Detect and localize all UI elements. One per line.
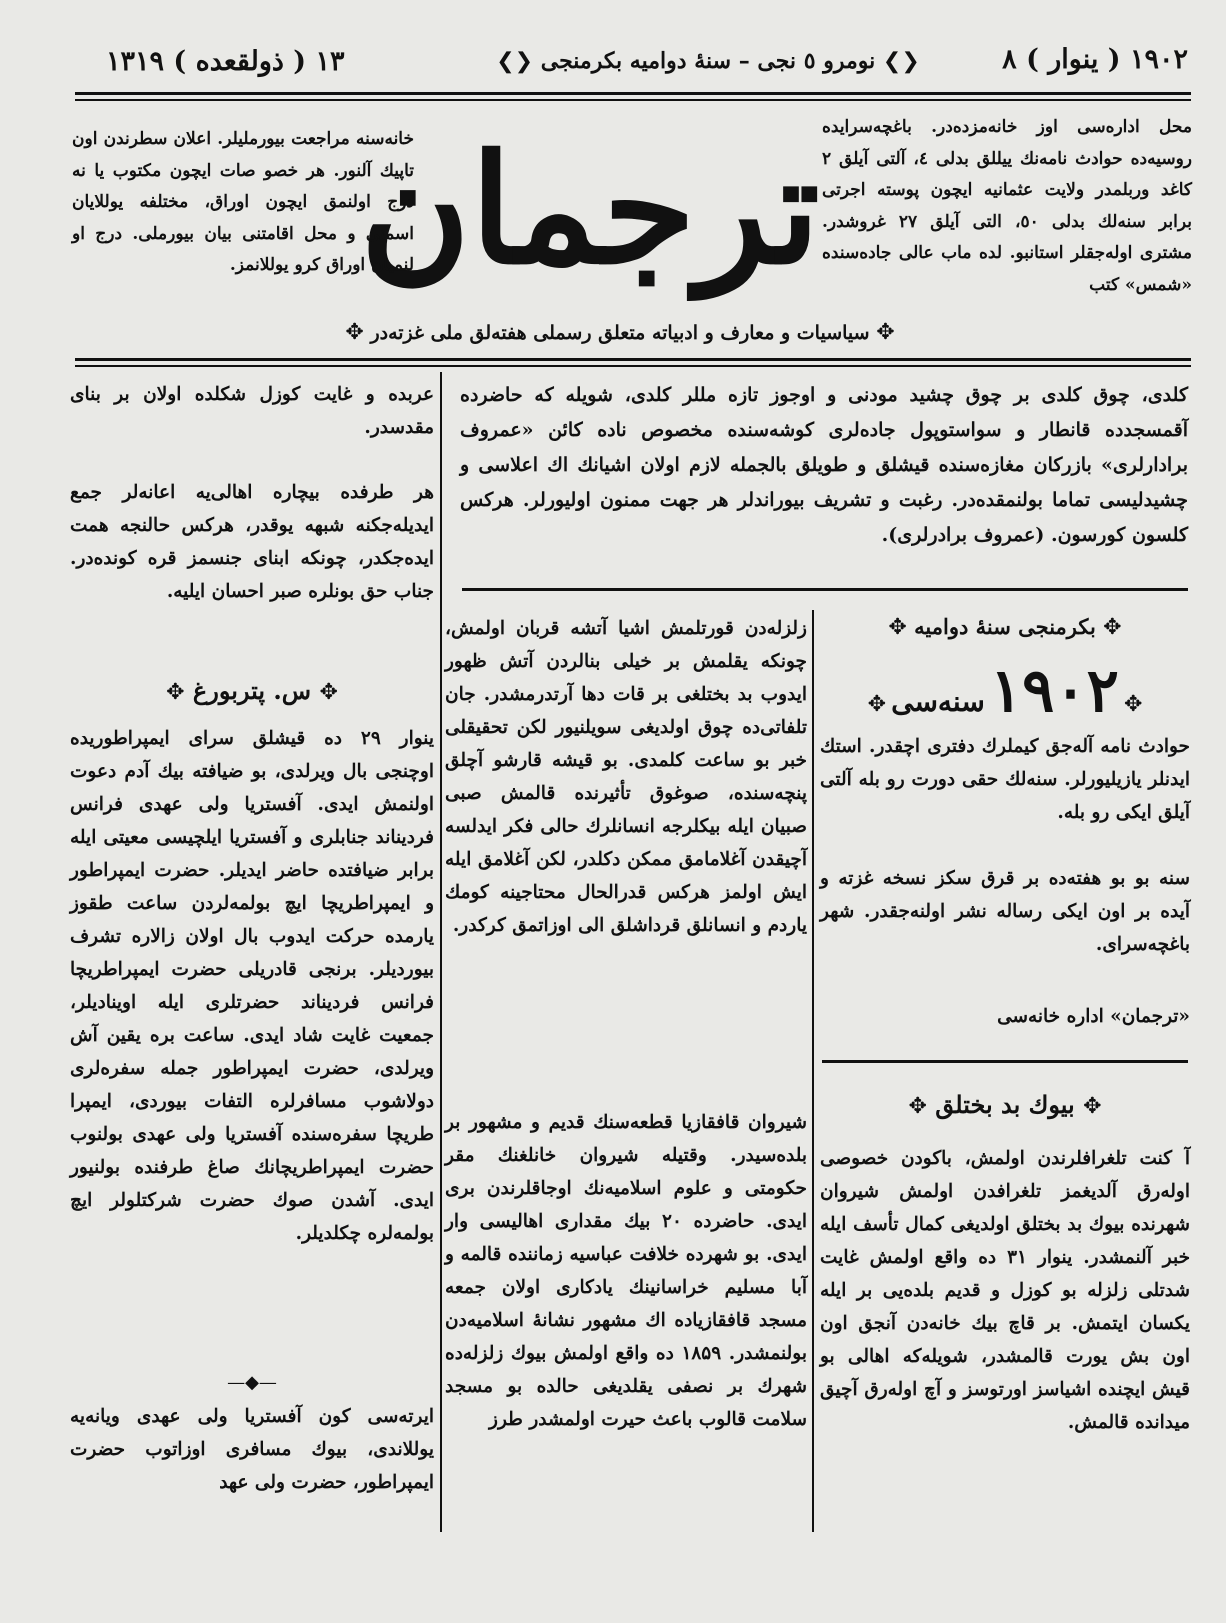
advert-rule bbox=[462, 588, 1188, 591]
anniversary-ornament-right-icon: ✥ bbox=[888, 615, 907, 640]
dateline-issue-number bbox=[478, 48, 938, 74]
column-divider-right bbox=[812, 610, 814, 1532]
misfortune-ornament-right-icon: ✥ bbox=[908, 1094, 927, 1119]
dateline-issue-text: نومرو ٥ نجی – سنهٔ دوامیه بکرمنجی bbox=[540, 48, 876, 74]
misfortune-heading bbox=[820, 1090, 1190, 1119]
year-banner bbox=[820, 656, 1190, 726]
right-ornament-icon: ❮❯ bbox=[496, 49, 534, 74]
masthead-notice: خانه‌سنه مراجعت بیورملیلر. اعلان سطرندن اون تاپیك آلنور. هر خصو صات ایچون مكتوب یا نه درج اولنمق ایچون اوراق، مختلفه یوللایان اسمنی و محل اقامتنی بیان بیورملی. درج او لنمیان اوراق كرو یوللانمز. bbox=[72, 129, 414, 275]
advertisement-text: كلدی، چوق كلدی بر چوق چشید مودنی و اوجوز تازه مللر كلدی، شویله كه حاضرده آقمسجدده قانطار و سواستوپول جاده‌لری كوشه‌سنده مخصوص ناده كائن «عمروف برادارلری» بازركان مغازه‌سنده قیشلق و طویلق بالجمله لازم اولان اشیانك اك اعلاسی و چشیدلیسی تماما بولنمقده‌در. رغبت و تشریف بیوراندلر هر جهت ممنون اولیورلر. هركس كلسون كورسون. (عمروف برادرلری). bbox=[460, 384, 1188, 546]
masthead-subtitle bbox=[300, 320, 940, 345]
misfortune-ornament-left-icon: ✥ bbox=[1083, 1094, 1102, 1119]
left-ornament-icon: ❮❯ bbox=[882, 49, 920, 74]
masthead-rule bbox=[75, 358, 1191, 361]
left-charity-text: هر طرفده بیچاره اهالی‌یه اعانه‌لر جمع ایدیله‌جكنه شبهه یوقدر، هركس حالنجه همت ایده‌جكدر، چونكه ابنای جنسمز قره كونده‌در. جناب حق بونلره صبر احسان ایلیه. bbox=[70, 482, 434, 602]
year-ornament-left-icon: ✥ bbox=[867, 692, 887, 717]
heading-ornament-left-icon: ✥ bbox=[319, 680, 338, 705]
dateline-hijri-date: ۱۳ ( ذولقعده ) ۱۳۱۹ bbox=[106, 46, 345, 77]
earthquake-article-part1: زلزله‌دن قورتلمش اشیا آتشه قربان اولمش، چونكه یقلمش بر خیلی بنالردن آتش ظهور ایدوب بد بختلغی بر قات دها آرتدرمشدر. جان تلفاتی‌ده چوق اولدیغی سویلنیور لكن تحقیقلی خبر بو ساعت كلمدی. بو قیشه قارشو آچلق پنچه‌سنده، صوغوق تأثیرنده قالمش صبی صبیان ایله بیكلرجه انسانلرك حالی فكر ایدلسه آچیقدن آغلامامق ممكن دكلدر، لكن آغلامق ایله ایش اولمز هركس قدرالحال محتاجینه كومك یاردم و انسانلق قرداشلق الی اوزاتمق كركدر. bbox=[445, 618, 807, 936]
dateline bbox=[78, 44, 1188, 92]
dateline-gregorian-date: ۱۹۰۲ ( ينوار ) ۸ bbox=[1002, 44, 1188, 75]
left-followup-text: ایرته‌سی كون آفستریا ولی عهدی ویانه‌یه یوللاندی، بیوك مسافری اوزاتوب حضرت ایمپراطور، حضرت ولی عهد bbox=[70, 1406, 434, 1493]
top-rule bbox=[75, 92, 1191, 95]
masthead-rule-thin bbox=[75, 365, 1191, 367]
year-number: ۱۹۰۲ bbox=[989, 656, 1119, 726]
anniversary-heading-text: بكرمنجی سنهٔ دوامیه bbox=[914, 614, 1096, 639]
editorial-office-signature: «ترجمان» اداره خانه‌سی bbox=[997, 1006, 1190, 1027]
section-divider-icon: —◆— bbox=[227, 1372, 277, 1393]
misfortune-heading-text: بیوك بد بختلق bbox=[935, 1090, 1075, 1119]
st-petersburg-heading-text: س. پتربورغ bbox=[192, 676, 312, 705]
year-label: سنه‌سی bbox=[891, 685, 985, 718]
masthead-title: ترجمان bbox=[360, 122, 820, 298]
shirvan-article: شیروان قافقازیا قطعه‌سنك قدیم و مشهور بر بلده‌سیدر. وقتیله شیروان خانلغنك مقر حكومتی و علوم اسلامیه‌نك اوجاقلرندن بری ایدی. حاضرده ۲۰ بیك مقداری اهالیسی وار ایدی. بو شهرده خلافت عباسیه زماننده قالمه و آبا مسلیم خراسانینك یادكاری اولان جمعه مسجد قافقازیاده اك مشهور نشانهٔ اسلامیه‌دن بولنمشدر. ۱۸۵۹ ده واقع اولمش بیوك زلزله‌ده شهرك بر نصفی یقلدیغی حالده بو مسجد سلامت قالوب باعث حیرت اولمشدر طرز bbox=[445, 1112, 807, 1430]
subscription-text: حوادث نامه آله‌جق كیملرك دفتری اچقدر. استك ایدنلر یازیلیورلر. سنه‌لك حقی دورت رو بله آلتی آیلق ایكی رو بله. bbox=[820, 736, 1190, 823]
top-rule-thin bbox=[75, 99, 1191, 101]
st-petersburg-article: ینوار ۲۹ ده قیشلق سرای ایمپراطوریده اوچنجی بال ویرلدی، بو ضیافته بیك آدم دعوت اولنمش ایدی. آفستریا ولی عهدی فرانس فردیناند جنابلری و آفستریا ایلچیسی معیتی ایله برابر ضیافتده حاضر ایدیلر. حضرت ایمپراطور و ایمپراطریچا ایچ بولمه‌لردن ساعت طقوز یارمده حركت ایدوب بال اولان زالاره تشرف بیوردیلر. برنجی قادریلی حضرت ایمپراطریچا فرانس فردیناند حضرتلری ایله اویناديلر، جمعیت غایت شاد ایدی. ساعت بره یقین آش ویرلدی، حضرت ایمپراطور جمله سفره‌لری دولاشوب مسافرلره التفات بیوردی، ایمپرا طریچا سفره‌سنده آفستریا ولی عهدی بولنوب حضرت ایمپراطریچانك صاغ طرفنده بولنیور ایدی. آشدن صوك حضرت شركتلولر ایچ بولمه‌لره چكلدیلر. bbox=[70, 728, 434, 1244]
masthead-subtitle-text: سیاسیات و معارف و ادبیاته متعلق رسملی هفته‌لق ملی غزته‌در bbox=[370, 322, 870, 344]
misfortune-article: آ كنت تلغرافلرندن اولمش، باكودن خصوصی اوله‌رق آلدیغمز تلغرافدن اولمش شیروان شهرنده بیوك بد بختلق اولدیغی كمال تأسف ایله خبر آلنمشدر. ینوار ۳۱ ده واقع اولمش غایت شدتلی زلزله بو كوزل و قدیم بلده‌یی بر ایله یكسان ایتمش. بر قاچ بیك خانه‌دن آنجق اون اون بش یورت قالمشدر، شویله‌كه اهالی بو قیش ایچنده اشیاسز اورتوسز و آچ اوله‌رق آچیق میدانده قالمش. bbox=[820, 1148, 1191, 1433]
masthead-subscription-info: محل اداره‌سی اوز خانه‌مزده‌در. باغچه‌سرایده روسیه‌ده حوادث نامه‌نك ییللق بدلی ٤، آلتی آیلق ۲ كاغد وربلمدر ولایت عثمانیه ایچون پوسته اجرتی برابر سنه‌لك بدلی ٥٠، التی آیلق ۲۷ غروشدر. مشتری اوله‌جقلر استانبو. لده ماب عالی جاده‌سنده «شمس» كتب bbox=[822, 117, 1192, 295]
right-section-rule bbox=[822, 1060, 1188, 1063]
subtitle-ornament-right-icon: ✥ bbox=[345, 320, 364, 345]
anniversary-heading bbox=[820, 614, 1190, 640]
st-petersburg-heading bbox=[70, 676, 434, 705]
left-intro-text: عربده و غایت كوزل شكلده اولان بر بنای مقدسدر. bbox=[70, 384, 434, 438]
heading-ornament-right-icon: ✥ bbox=[166, 680, 185, 705]
anniversary-ornament-left-icon: ✥ bbox=[1103, 615, 1122, 640]
year-ornament-right-icon: ✥ bbox=[1123, 692, 1143, 717]
publication-schedule-text: سنه بو بو هفته‌ده بر قرق سكز نسخه غزته و آیده بر اون ایكی رساله نشر اولنه‌جقدر. شهر باغچه‌سرای. bbox=[820, 868, 1190, 955]
column-divider-left bbox=[440, 372, 442, 1532]
subtitle-ornament-left-icon: ✥ bbox=[876, 320, 895, 345]
